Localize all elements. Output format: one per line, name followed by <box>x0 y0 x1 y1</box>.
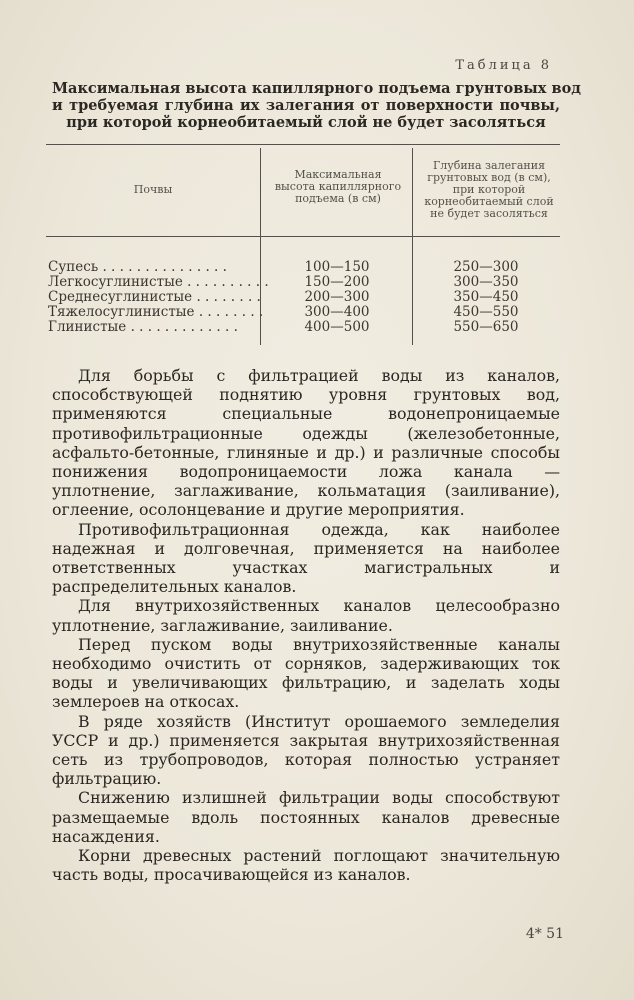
max-height-cell: 300—400 <box>304 304 370 320</box>
table-body <box>46 260 560 335</box>
max-height-cell: 200—300 <box>304 289 370 305</box>
max-height-cell: 100—150 <box>304 259 370 275</box>
table-title-line: Максимальная высота капиллярного подъема грунтовых вод <box>52 80 581 97</box>
paragraph: Противофильтрационная одежда, как наиболее надежная и долговечная, применяется на наиболее ответственных участках магистральных и распределительных каналов. <box>52 519 560 597</box>
paragraph: Перед пуском воды внутрихозяйственные каналы необходимо очистить от сорняков, задерживающих ток воды и увеличивающих фильтрацию, и заделать ходы землероев на откосах. <box>52 634 560 712</box>
paragraph: Снижению излишней фильтрации воды способствуют размещаемые вдоль постоянных каналов древесные насаждения. <box>52 788 560 846</box>
soil-cell: Тяжелосуглинистые . . . . . . . . <box>48 304 264 320</box>
header-depth: Глубина залегания грунтовых вод (в см), при которой корнеобитаемый слой не будет засоляться <box>424 159 554 220</box>
table-row <box>46 290 560 305</box>
soil-cell: Легкосуглинистые . . . . . . . . . . <box>48 274 269 290</box>
depth-cell: 250—300 <box>453 259 519 275</box>
table-row <box>46 320 560 335</box>
soil-cell: Глинистые . . . . . . . . . . . . . <box>48 319 238 335</box>
depth-cell: 450—550 <box>453 304 519 320</box>
soil-cell: Супесь . . . . . . . . . . . . . . . <box>48 259 227 275</box>
table-title-line: при которой корнеобитаемый слой не будет засоляться <box>66 114 546 131</box>
depth-cell: 550—650 <box>453 319 519 335</box>
paragraph: Корни древесных растений поглощают значительную часть воды, просачивающейся из каналов. <box>52 846 560 885</box>
table-top-rule <box>46 144 560 145</box>
depth-cell: 300—350 <box>453 274 519 290</box>
paragraph: Для внутрихозяйственных каналов целесообразно уплотнение, заглаживание, заиливание. <box>52 596 560 635</box>
header-soil: Почвы <box>133 183 173 196</box>
max-height-cell: 150—200 <box>304 274 370 290</box>
soil-cell: Среднесуглинистые . . . . . . . . <box>48 289 261 305</box>
table-title-line: и требуемая глубина их залегания от поверхности почвы, <box>52 97 560 114</box>
max-height-cell: 400—500 <box>304 319 370 335</box>
table-number-label: Таблица 8 <box>455 58 552 73</box>
page-number: 4* 51 <box>525 926 564 942</box>
depth-cell: 350—450 <box>453 289 519 305</box>
table-header-rule <box>46 236 560 237</box>
soil-table <box>46 140 560 345</box>
table-row <box>46 305 560 320</box>
table-row <box>46 275 560 290</box>
paragraph: Для борьбы с фильтрацией воды из каналов, способствующей поднятию уровня грунтовых вод, применяются специальные водонепроницаемые противофильтрационные одежды (железобетонные, асфальто-бетонные, глиняные и др.) и различные способы понижения водопроницаемости ложа канала — уплотнение, заглаживание, кольматация (заиливание), оглеение, осолонцевание и другие мероприятия. <box>52 366 560 520</box>
paragraph: В ряде хозяйств (Институт орошаемого земледелия УССР и др.) применяется закрытая внутрихозяйственная сеть из трубопроводов, которая полностью устраняет фильтрацию. <box>52 711 560 789</box>
table-title <box>52 80 581 131</box>
header-max-height: Максимальная высота капиллярного подъема (в см) <box>274 168 402 205</box>
body-text <box>52 366 560 884</box>
table-row <box>46 260 560 275</box>
